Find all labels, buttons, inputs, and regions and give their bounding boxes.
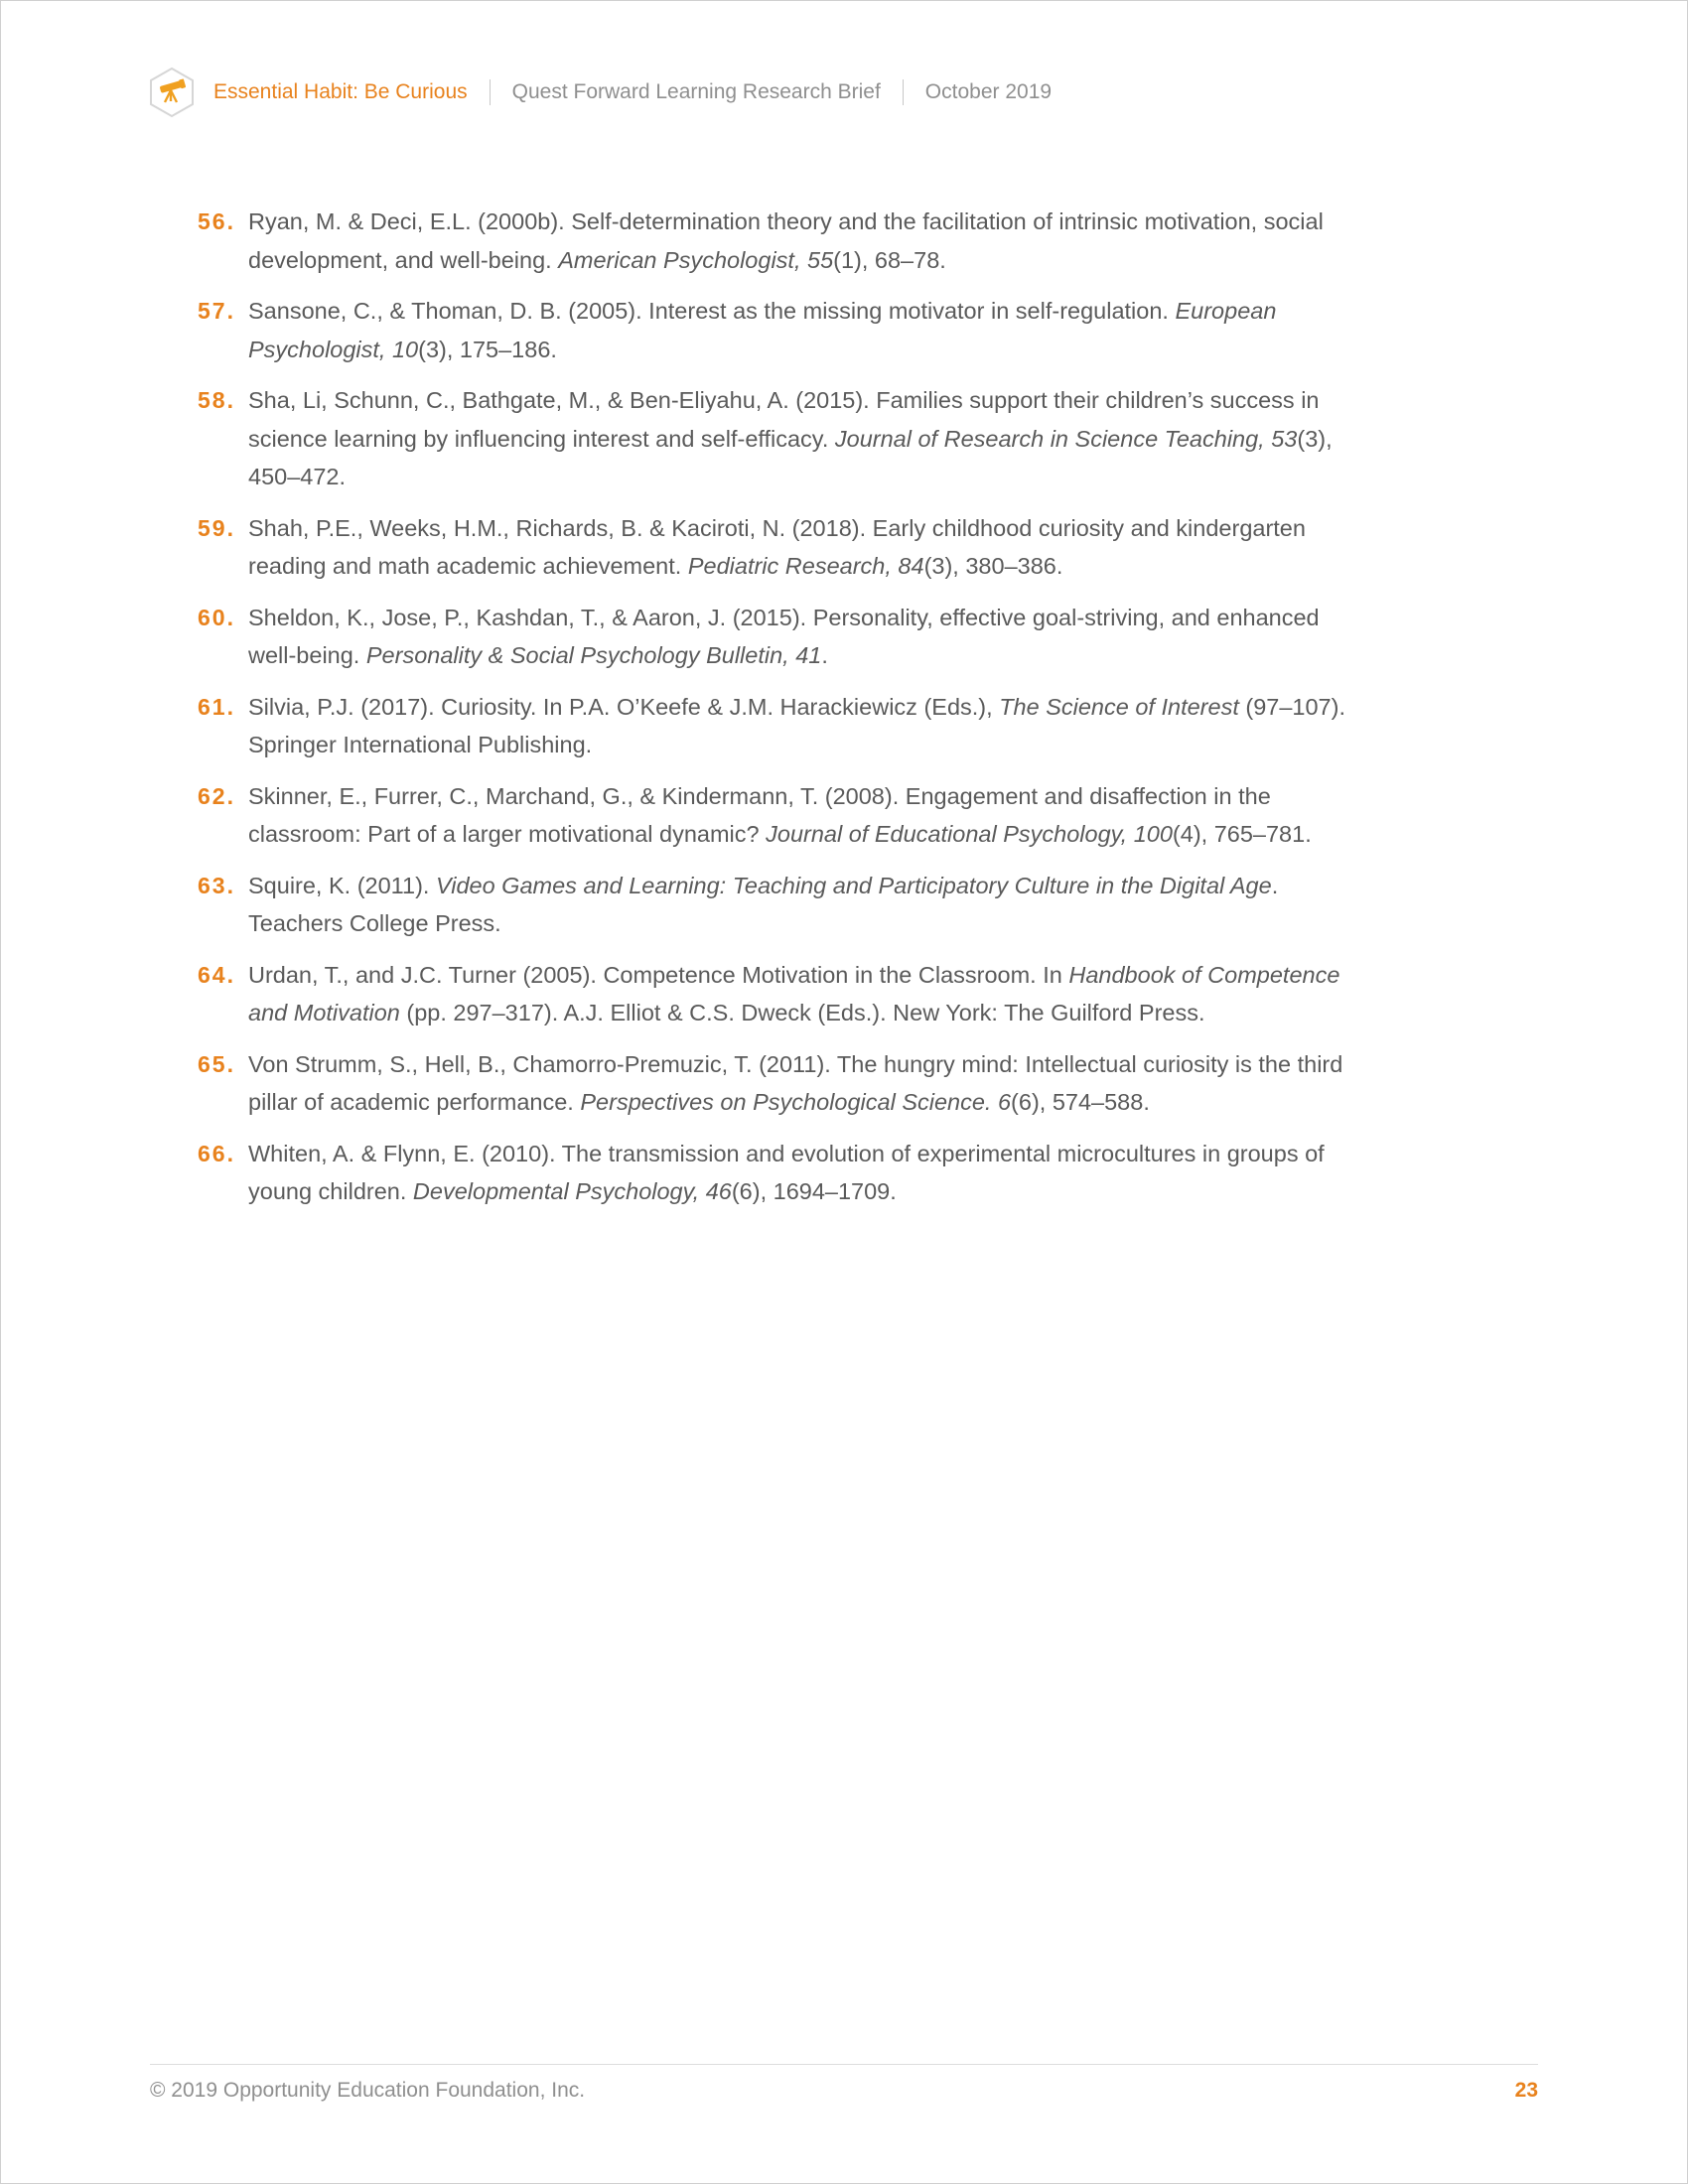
reference-number: 59.: [198, 514, 235, 541]
reference-text: [248, 208, 1324, 273]
reference-text-segment: (4), 765–781.: [1172, 821, 1312, 847]
reference-text-segment: Sansone, C., & Thoman, D. B. (2005). Interest as the missing motivator in self-regulation.: [248, 298, 1176, 324]
reference-text: [248, 873, 1278, 937]
footer-divider: [150, 2064, 1538, 2065]
reference-number: 60.: [198, 604, 235, 630]
reference-text-segment: Skinner, E., Furrer, C., Marchand, G., & Kindermann, T. (2008). Engagement and disaffection in the classroom: Part of a larger motivational dynamic?: [248, 782, 1271, 847]
reference-number: 66.: [198, 1140, 235, 1166]
reference-text-segment: (97–107). Springer International Publishing.: [248, 693, 1345, 757]
reference-text: [248, 515, 1306, 580]
reference-source-title: American Psychologist, 55: [558, 246, 834, 273]
reference-item: [198, 381, 1349, 496]
reference-text-segment: (6), 1694–1709.: [731, 1178, 897, 1204]
reference-source-title: Pediatric Research, 84: [687, 553, 924, 579]
reference-item: [198, 956, 1349, 1032]
header-divider: [903, 79, 904, 105]
reference-text-segment: (pp. 297–317). A.J. Elliot & C.S. Dweck (Eds.). New York: The Guilford Press.: [399, 1000, 1205, 1025]
reference-item: [198, 292, 1349, 368]
reference-item: [198, 509, 1349, 586]
reference-item: [198, 1045, 1349, 1122]
reference-text-segment: Squire, K. (2011).: [248, 872, 436, 898]
reference-number: 63.: [198, 872, 235, 898]
reference-source-title: European Psychologist, 10: [248, 298, 1277, 362]
reference-number: 56.: [198, 208, 235, 234]
reference-number: 57.: [198, 298, 235, 324]
reference-source-title: Handbook of Competence and Motivation: [248, 961, 1340, 1025]
reference-text-segment: (3), 450–472.: [248, 425, 1333, 489]
header-subtitle: Quest Forward Learning Research Brief: [511, 80, 881, 103]
reference-number: 58.: [198, 387, 235, 413]
reference-text-segment: (3), 380–386.: [923, 553, 1063, 579]
reference-text-segment: . Teachers College Press.: [248, 872, 1279, 936]
header-title: Essential Habit: Be Curious: [213, 80, 468, 103]
reference-text-segment: Sheldon, K., Jose, P., Kashdan, T., & Aaron, J. (2015). Personality, effective goal-striving, and enhanced well-being.: [248, 604, 1320, 668]
reference-item: [198, 203, 1349, 279]
reference-text-segment: Sha, Li, Schunn, C., Bathgate, M., & Ben-Eliyahu, A. (2015). Families support their children’s success in science learning by influencing interest and self-efficacy.: [248, 387, 1320, 452]
reference-text: [248, 694, 1345, 758]
page-number: 23: [1514, 2079, 1538, 2102]
reference-item: [198, 777, 1349, 854]
reference-text: [248, 1051, 1342, 1116]
reference-text-segment: (3), 175–186.: [418, 336, 557, 362]
reference-text-segment: Whiten, A. & Flynn, E. (2010). The transmission and evolution of experimental microcultures in groups of young children.: [248, 1140, 1325, 1204]
reference-source-title: Video Games and Learning: Teaching and Participatory Culture in the Digital Age: [435, 872, 1272, 898]
reference-item: [198, 688, 1349, 764]
reference-text-segment: Silvia, P.J. (2017). Curiosity. In P.A. O’Keefe & J.M. Harackiewicz (Eds.),: [248, 693, 1000, 720]
reference-text: [248, 387, 1333, 489]
reference-number: 62.: [198, 782, 235, 809]
reference-source-title: The Science of Interest: [999, 693, 1239, 720]
page-header: [148, 67, 1052, 118]
reference-text-segment: .: [821, 642, 828, 668]
reference-source-title: Perspectives on Psychological Science. 6: [580, 1089, 1012, 1115]
reference-text-segment: Shah, P.E., Weeks, H.M., Richards, B. & Kaciroti, N. (2018). Early childhood curiosity and kindergarten reading and math academic achievement.: [248, 514, 1306, 579]
header-date: October 2019: [924, 80, 1053, 103]
reference-text-segment: (1), 68–78.: [833, 246, 946, 273]
reference-text: [248, 605, 1320, 669]
reference-item: [198, 1135, 1349, 1211]
reference-text-segment: Urdan, T., and J.C. Turner (2005). Competence Motivation in the Classroom. In: [248, 961, 1069, 988]
reference-text: [248, 783, 1312, 848]
reference-item: [198, 867, 1349, 943]
reference-text: [248, 298, 1276, 362]
reference-text: [248, 962, 1339, 1026]
header-divider: [490, 79, 491, 105]
reference-source-title: Personality & Social Psychology Bulletin, 41: [365, 642, 822, 668]
reference-source-title: Journal of Educational Psychology, 100: [766, 821, 1173, 847]
reference-text-segment: Ryan, M. & Deci, E.L. (2000b). Self-determination theory and the facilitation of intrinsic motivation, social development, and well-being.: [248, 208, 1324, 273]
telescope-hexagon-icon: [148, 67, 196, 118]
footer-copyright: © 2019 Opportunity Education Foundation, Inc.: [150, 2079, 586, 2102]
reference-number: 64.: [198, 961, 235, 988]
reference-source-title: Journal of Research in Science Teaching, 53: [834, 425, 1298, 452]
reference-text-segment: Von Strumm, S., Hell, B., Chamorro-Premuzic, T. (2011). The hungry mind: Intellectual curiosity is the third pillar of academic performance.: [248, 1050, 1343, 1115]
reference-item: [198, 599, 1349, 675]
reference-text-segment: (6), 574–588.: [1011, 1089, 1150, 1115]
reference-list: [198, 203, 1349, 1224]
reference-number: 61.: [198, 693, 235, 720]
reference-text: [248, 1141, 1325, 1205]
reference-number: 65.: [198, 1050, 235, 1077]
reference-source-title: Developmental Psychology, 46: [412, 1178, 732, 1204]
